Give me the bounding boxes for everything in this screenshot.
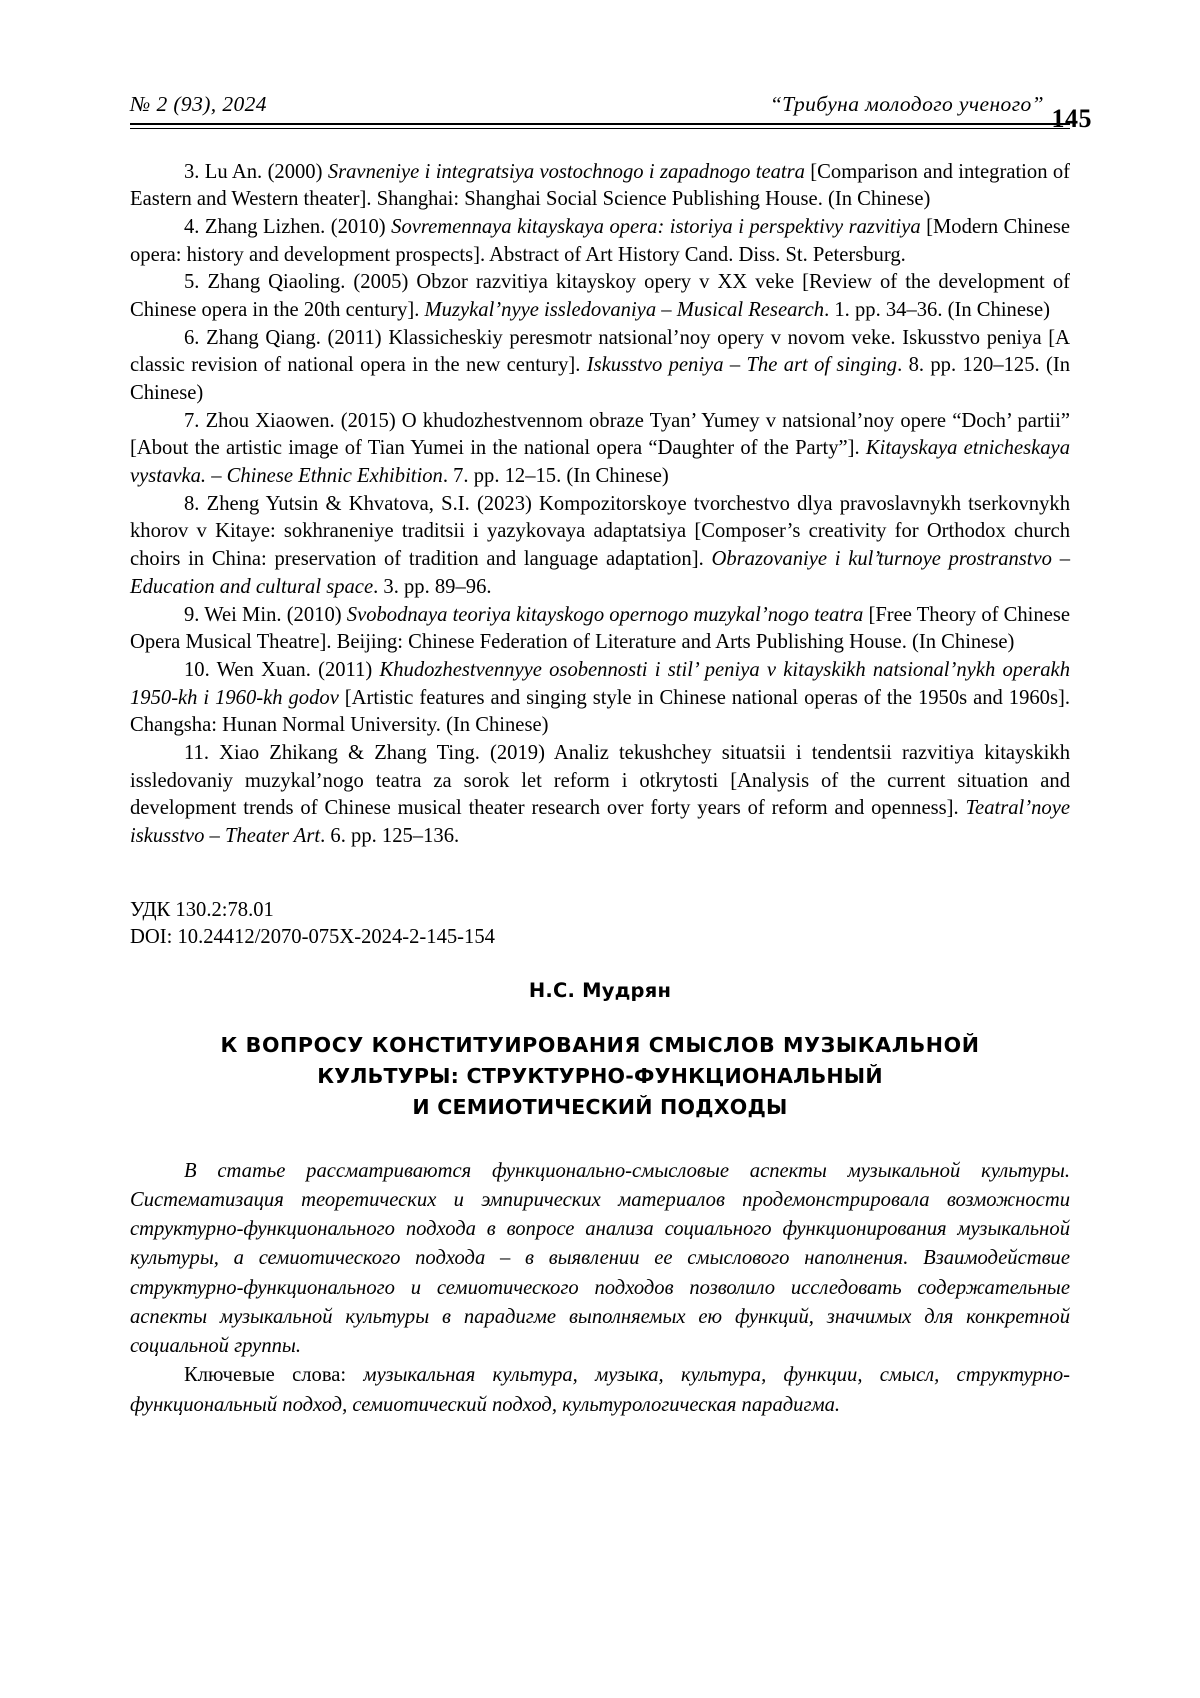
reference-text: . 8. pp. 120–125. (In Chinese) — [130, 354, 1071, 404]
reference-item — [130, 408, 1070, 491]
reference-text: [Modern Chinese opera: history and development prospects]. Abstract of Art History Cand. Diss. St. Petersburg. — [130, 215, 1070, 266]
reference-item — [130, 491, 1070, 602]
article-title — [130, 1030, 1070, 1123]
reference-text: . 6. pp. 125–136. — [320, 825, 460, 847]
doi-code: DOI: 10.24412/2070-075X-2024-2-145-154 — [130, 925, 495, 948]
reference-item — [130, 602, 1070, 657]
keywords-list: музыкальная культура, музыка, культура, функции, смысл, структурно-функциональный подход, семиотический подход, культурологическая парадигма. — [130, 1364, 1070, 1416]
article-title-line-2: КУЛЬТУРЫ: СТРУКТУРНО-ФУНКЦИОНАЛЬНЫЙ — [317, 1063, 883, 1088]
reference-text: [Free Theory of Chinese Opera Musical Theatre]. Beijing: Chinese Federation of Literature and Arts Publishing House. (In Chinese) — [130, 603, 1070, 654]
reference-title-italic: Muzykal’nyye issledovaniya – Musical Research — [424, 298, 825, 321]
reference-item — [130, 214, 1070, 269]
reference-text: 11. Xiao Zhikang & Zhang Ting. (2019) Analiz tekushchey situatsii i tendentsii razvitiya kitayskikh issledovaniy muzykal’nogo teatra za sorok let reform i otkrytosti [Analysis of the current situation and development trends of Chinese musical theater research over forty years of reform and openness]. — [130, 741, 1070, 820]
reference-text: 4. Zhang Lizhen. (2010) — [184, 215, 392, 238]
article-title-line-3: И СЕМИОТИЧЕСКИЙ ПОДХОДЫ — [412, 1094, 788, 1119]
keywords-label: Ключевые слова: — [184, 1364, 347, 1387]
reference-title-italic: Kitayskaya etnicheskaya vystavka. – Chinese Ethnic Exhibition — [130, 437, 1070, 488]
reference-title-italic: Sovremennaya kitayskaya opera: istoriya i perspektivy razvitiya — [391, 215, 921, 238]
reference-title-italic: Teatral’noye iskusstvo – Theater Art — [130, 797, 1070, 847]
reference-text: . 7. pp. 12–15. (In Chinese) — [442, 465, 669, 488]
reference-text: 10. Wen Xuan. (2011) — [184, 658, 380, 681]
udk-code: УДК 130.2:78.01 — [130, 898, 274, 921]
page-number: 145 — [1051, 104, 1092, 133]
header-divider — [130, 123, 1070, 129]
abstract — [130, 1157, 1070, 1362]
keywords — [130, 1361, 1070, 1419]
abstract-text: В статье рассматриваются функционально-смысловые аспекты музыкальной культуры. Систематизация теоретических и эмпирических материалов продемонстрировала возможности структурно-функционального подхода в вопросе анализа социального функционирования музыкальной культуры, а семиотического подхода – в выявлении ее смыслового наполнения. Взаимодействие структурно-функционального и семиотического подходов позволило исследовать содержательные аспекты музыкальной культуры в парадигме выполняемых ею функций, значимых для конкретной социальной группы. — [130, 1159, 1070, 1358]
article-title-line-1: К ВОПРОСУ КОНСТИТУИРОВАНИЯ СМЫСЛОВ МУЗЫКАЛЬНОЙ — [220, 1033, 980, 1058]
reference-text: [Artistic features and singing style in Chinese national operas of the 1950s and 1960s]. Changsha: Hunan Normal University. (In Chinese) — [130, 686, 1070, 737]
reference-title-italic: Svobodnaya teoriya kitayskogo opernogo muzykal’nogo teatra — [346, 603, 864, 626]
reference-list — [130, 159, 1070, 851]
reference-text: [Comparison and integration of Eastern and Western theater]. Shanghai: Shanghai Social Science Publishing House. (In Chinese) — [130, 160, 1071, 211]
reference-title-italic: Iskusstvo peniya – The art of singing — [586, 354, 898, 377]
reference-title-italic: Obrazovaniye i kul’turnoye prostranstvo – Education and cultural space — [130, 548, 1070, 598]
reference-text: 8. Zheng Yutsin & Khvatova, S.I. (2023) Kompozitorskoye tvorchestvo dlya pravoslavnykh tserkovnykh khorov v Kitaye: sokhraneniye traditsii i yazykovaya adaptatsiya [Composer’s creativity for Orthodox church choirs in China: preservation of tradition and language adaptation]. — [130, 492, 1070, 571]
reference-text: 3. Lu An. (2000) — [184, 160, 328, 183]
reference-text: . 1. pp. 34–36. (In Chinese) — [824, 298, 1051, 321]
reference-item — [130, 159, 1070, 214]
reference-item — [130, 740, 1070, 851]
reference-text: 7. Zhou Xiaowen. (2015) O khudozhestvennom obraze Tyan’ Yumey v natsional’noy opere “Doch’ partii” [About the artistic image of Tian Yumei in the national opera “Daughter of the Party”]. — [130, 409, 1070, 460]
author-name: Н.С. Мудрян — [528, 979, 672, 1003]
reference-text: 9. Wei Min. (2010) — [184, 603, 347, 626]
page-header — [130, 92, 1092, 133]
reference-item — [130, 269, 1070, 324]
reference-title-italic: Khudozhestvennyye osobennosti i stil’ peniya v kitayskikh natsional’nykh operakh 1950-kh i 1960-kh godov — [130, 658, 1070, 709]
reference-item — [130, 325, 1070, 408]
reference-text: 5. Zhang Qiaoling. (2005) Obzor razvitiya kitayskoy opery v XX veke [Review of the development of Chinese opera in the 20th century]. — [130, 271, 1070, 321]
journal-section-title: “Трибуна молодого ученого” — [769, 92, 1044, 116]
reference-item — [130, 657, 1070, 740]
reference-text: 6. Zhang Qiang. (2011) Klassicheskiy peresmotr natsional’noy opery v novom veke. Iskusstvo peniya [A classic revision of national opera in the new century]. — [130, 326, 1070, 377]
publication-meta — [130, 897, 1070, 951]
reference-text: . 3. pp. 89–96. — [373, 575, 492, 598]
reference-title-italic: Sravneniye i integratsiya vostochnogo i zapadnogo teatra — [327, 160, 805, 183]
issue-info: № 2 (93), 2024 — [130, 92, 267, 116]
